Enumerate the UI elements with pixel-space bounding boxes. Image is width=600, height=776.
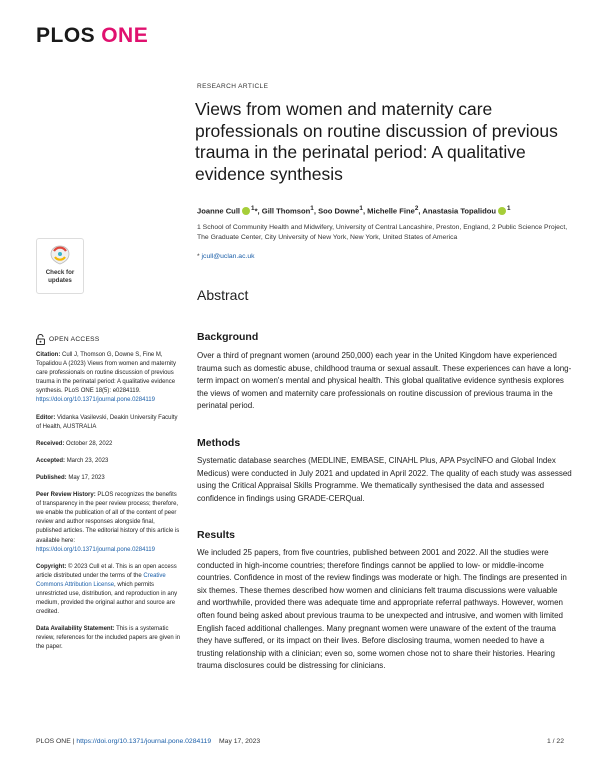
author-name[interactable]: Joanne Cull [197, 206, 241, 216]
peer-review-link[interactable]: https://doi.org/10.1371/journal.pone.0284119 [36, 546, 155, 553]
article-title: Views from women and maternity care professionals on routine discussion of previous trauma in the perinatal period: A qualitative evidence synthesis [195, 99, 558, 184]
results-text: We included 25 papers, from five countries, published between 2001 and 2022. All the studies were conducted in high-income countries; therefore findings cannot be applied to low- or middle-income countries. Confidence in most of the review findings was moderate or high. The findings are presented in six themes. These themes described how women and clinicians felt trauma discussions were valuable and worthwhile, provided there was adequate time and appropriate referral pathways. However, women often found being asked about previous trauma to be unexpected and intrusive, and women with limited English faced additional challenges. Many pregnant women were unaware of the extent of the trauma they have suffered, or its impact on their lives. Before disclosing trauma, women needed to have a trusting relationship with a clinician; even so, some women chose not to share their histories. Hearing trauma disclosures could be distressing for clinicians. [197, 548, 567, 671]
orcid-icon[interactable] [242, 207, 250, 215]
citation-doi-link[interactable]: https://doi.org/10.1371/journal.pone.0284119 [36, 397, 155, 404]
accepted-label: Accepted: [36, 457, 66, 464]
correspondence [197, 253, 255, 260]
article-sidebar [36, 334, 182, 661]
peer-review-label: Peer Review History: [36, 492, 96, 499]
editor-text: Vidanka Vasilevski, Deakin University Faculty of Health, AUSTRALIA [36, 414, 178, 430]
accepted-date: March 23, 2023 [66, 457, 109, 464]
data-availability-block [36, 625, 182, 652]
article-type: RESEARCH ARTICLE [197, 83, 269, 90]
correspondence-email-link[interactable]: jcull@uclan.ac.uk [201, 253, 255, 260]
received-label: Received: [36, 440, 65, 447]
check-updates-line1: Check for [45, 269, 75, 276]
footer-date: May 17, 2023 [219, 738, 261, 745]
page-footer [36, 738, 564, 745]
footer-separator: | [72, 738, 75, 745]
orcid-icon[interactable] [498, 207, 506, 215]
citation-label: Citation: [36, 352, 61, 358]
check-updates-label [37, 269, 83, 284]
footer-journal: PLOS ONE [36, 738, 71, 745]
logo-one: ONE [101, 24, 149, 47]
author-affil-sup: 1 [310, 205, 314, 212]
author-affil-sup: 1 [507, 205, 511, 212]
journal-logo [36, 24, 148, 48]
author-affil-sup: 1 [251, 205, 255, 212]
abstract-heading: Abstract [197, 287, 249, 303]
author-affil-sup: 1 [359, 205, 363, 212]
data-availability-label: Data Availability Statement: [36, 626, 115, 633]
open-lock-icon [36, 334, 45, 345]
received-date: October 28, 2022 [66, 440, 113, 447]
copyright-text: © 2023 Cull et al. This is an open access article distributed under the terms of the [36, 563, 177, 579]
open-access-label: OPEN ACCESS [49, 335, 100, 343]
copyright-label: Copyright: [36, 563, 67, 570]
citation-text: Cull J, Thomson G, Downe S, Fine M, Topalidou A (2023) Views from women and maternity care professionals on routine discussion of previous trauma in the perinatal period: A qualitative evidence synthesis. PLoS ONE 18(5): e0284119. [36, 352, 176, 395]
published-date: May 17, 2023 [68, 474, 105, 481]
footer-page-number: 1 / 22 [546, 738, 564, 745]
peer-review-text: PLOS recognizes the benefits of transparency in the peer review process; therefore, we enable the publication of all of the content of peer review and author responses alongside final, published articles. The editorial history of this article is available here: [36, 492, 180, 544]
author-name[interactable]: Gill Thomson [261, 206, 311, 216]
open-access-row [36, 334, 182, 345]
footer-doi-link[interactable]: https://doi.org/10.1371/journal.pone.0284119 [76, 738, 212, 745]
author-name[interactable]: Soo Downe [318, 206, 360, 216]
results-heading: Results [197, 529, 235, 541]
copyright-block [36, 563, 182, 618]
correspondence-star: * [197, 253, 200, 260]
published-label: Published: [36, 474, 67, 481]
published-block [36, 474, 182, 483]
citation-block [36, 351, 182, 406]
affiliations: 1 School of Community Health and Midwifery, University of Central Lancashire, Preston, England, 2 Public Science Project, The Graduate Center, City University of New York, New York, United States of America [197, 224, 568, 241]
author-name[interactable]: Michelle Fine [367, 206, 415, 216]
accepted-block [36, 457, 182, 466]
logo-plos: PLOS [36, 24, 96, 47]
check-updates-line2: updates [48, 276, 72, 284]
author-affil-sup: 2 [414, 205, 419, 212]
author-list: Joanne Cull $^1$*, Gill Thomson$^1$, Soo Downe$^1$, Michelle Fine$^2$, Anastasia Topalidou $^1$ [197, 205, 511, 216]
license-link[interactable]: Creative Commons Attribution License [36, 572, 166, 588]
data-availability-text: This is a systematic review, references for the included papers are given in the paper. [36, 626, 181, 651]
methods-text: Systematic database searches (MEDLINE, EMBASE, CINAHL Plus, APA PsycINFO and Global Index Medicus) were conducted in July 2021 and updated in April 2022. The quality of each study was assessed using the Critical Appraisal Skills Programme. We thematically synthesised the data and assessed confidence in findings using GRADE-CERQual. [197, 456, 572, 503]
author-name[interactable]: Anastasia Topalidou [422, 206, 497, 216]
check-updates-icon [50, 245, 70, 265]
methods-heading: Methods [197, 437, 241, 449]
peer-review-block [36, 491, 182, 555]
background-heading: Background [197, 331, 259, 343]
editor-block [36, 414, 182, 432]
check-for-updates-badge[interactable] [36, 238, 84, 294]
received-block [36, 440, 182, 449]
copyright-text-cont: , which permits unrestricted use, distribution, and reproduction in any medium, provided the original author and source are credited. [36, 581, 178, 616]
corresponding-mark: * [254, 206, 258, 216]
editor-label: Editor: [36, 414, 56, 421]
background-text: Over a third of pregnant women (around 250,000) each year in the United Kingdom have experienced trauma such as domestic abuse, childhood trauma or sexual assault. These experiences can have a long-term impact on women's mental and physical health. This global qualitative evidence synthesis explores the views of women and maternity care professionals on routine discussion of previous trauma in the perinatal period. [197, 351, 572, 411]
